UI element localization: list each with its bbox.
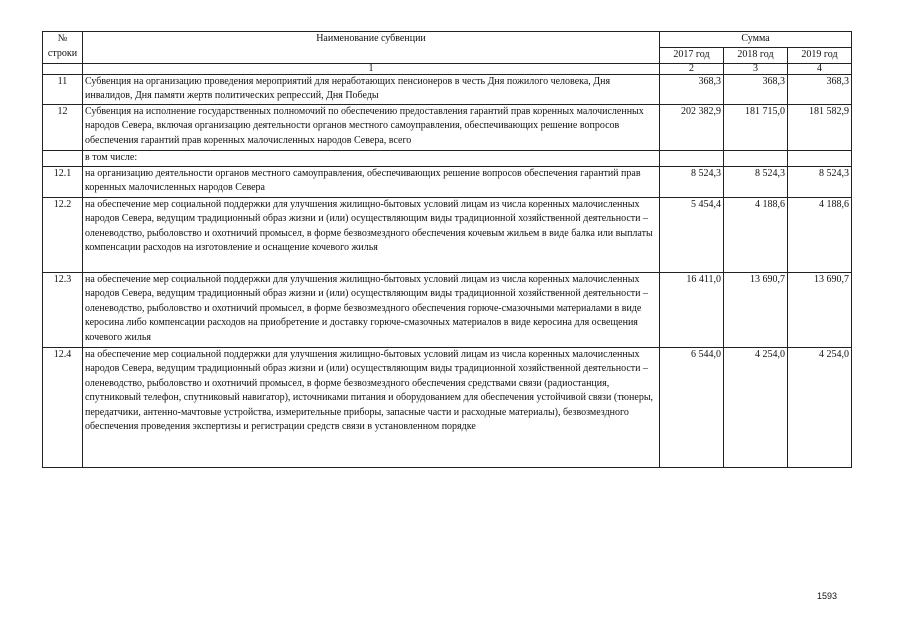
value-2019: 13 690,7 (788, 272, 852, 347)
table-row (43, 347, 852, 467)
sum-header: Сумма (660, 32, 852, 48)
table-row (43, 197, 852, 272)
table-row (43, 272, 852, 347)
value-2017: 5 454,4 (660, 197, 724, 272)
col-number-2: 2 (660, 63, 724, 74)
page-number: 1593 (817, 591, 838, 601)
value-2019: 4 188,6 (788, 197, 852, 272)
row-code (43, 150, 83, 166)
value-2017: 368,3 (660, 74, 724, 104)
row-code: 12.4 (43, 347, 83, 467)
row-code: 12 (43, 104, 83, 150)
row-text: Субвенция на исполнение государственных полномочий по обеспечению предоставления гарантий прав коренных малочисленных народов Севера, включая организацию деятельности органов местного самоуправления, обеспечивающих решение вопросов обеспечения гарантий прав коренных малочисленных народов Севера, всего (83, 104, 660, 150)
row-text: на обеспечение мер социальной поддержки для улучшения жилищно-бытовых условий лицам из числа коренных малочисленных народов Севера, ведущим традиционный образ жизни и (или) осуществляющим виды традиционной хозяйственной деятельности – оленеводство, рыболовство и охотничий промысел, в форме безвозмездного обеспечения кочевым жильем в виде балка или выплаты компенсации расходов на изготовление и оснащение кочевого жилья (83, 197, 660, 272)
row-code: 11 (43, 74, 83, 104)
value-2017: 16 411,0 (660, 272, 724, 347)
value-2017: 6 544,0 (660, 347, 724, 467)
value-2018: 4 254,0 (724, 347, 788, 467)
value-2019: 181 582,9 (788, 104, 852, 150)
num-header: № строки (43, 32, 83, 64)
year-2017-header: 2017 год (660, 47, 724, 63)
value-2018: 4 188,6 (724, 197, 788, 272)
col-num-empty (43, 63, 83, 74)
value-2019: 8 524,3 (788, 166, 852, 197)
name-header: Наименование субвенции (83, 32, 660, 64)
row-text: на организацию деятельности органов местного самоуправления, обеспечивающих решение вопросов обеспечения гарантий прав коренных малочисленных народов Севера (83, 166, 660, 197)
value-2019 (788, 150, 852, 166)
value-2018: 13 690,7 (724, 272, 788, 347)
year-2018-header: 2018 год (724, 47, 788, 63)
subventions-table (42, 31, 852, 468)
value-2019: 368,3 (788, 74, 852, 104)
value-2018: 181 715,0 (724, 104, 788, 150)
col-number-1: 1 (83, 63, 660, 74)
table-row (43, 150, 852, 166)
value-2017: 202 382,9 (660, 104, 724, 150)
col-number-4: 4 (788, 63, 852, 74)
value-2019: 4 254,0 (788, 347, 852, 467)
row-text: на обеспечение мер социальной поддержки для улучшения жилищно-бытовых условий лицам из числа коренных малочисленных народов Севера, ведущим традиционный образ жизни и (или) осуществляющим виды традиционной хозяйственной деятельности – оленеводство, рыболовство и охотничий промысел, в форме безвозмездного обеспечения горюче-смазочными материалами в виде керосина либо компенсации расходов на приобретение и доставку горюче-смазочных материалов в виде керосина для освещения кочевого жилья (83, 272, 660, 347)
row-code: 12.3 (43, 272, 83, 347)
value-2018: 368,3 (724, 74, 788, 104)
value-2017: 8 524,3 (660, 166, 724, 197)
row-code: 12.2 (43, 197, 83, 272)
col-number-3: 3 (724, 63, 788, 74)
year-2019-header: 2019 год (788, 47, 852, 63)
table-row (43, 166, 852, 197)
row-text: в том числе: (83, 150, 660, 166)
row-code: 12.1 (43, 166, 83, 197)
row-text: на обеспечение мер социальной поддержки для улучшения жилищно-бытовых условий лицам из числа коренных малочисленных народов Севера, ведущим традиционный образ жизни и (или) осуществляющим виды традиционной хозяйственной деятельности – оленеводство, рыболовство и охотничий промысел, в форме безвозмездного обеспечения средствами связи (радиостанция, спутниковый телефон, спутниковый навигатор), источниками питания и оборудованием для обеспечения устойчивой связи (тюнеры, передатчики, антенно-мачтовые устройства, измерительные приборы, запасные части и расходные материалы), безвозмездного обеспечения проведения экспертизы и регистрации средств связи в установленном порядке (83, 347, 660, 467)
row-text: Субвенция на организацию проведения мероприятий для неработающих пенсионеров в честь Дня пожилого человека, Дня инвалидов, Дня памяти жертв политических репрессий, Дня Победы (83, 74, 660, 104)
value-2017 (660, 150, 724, 166)
table-row (43, 74, 852, 104)
value-2018: 8 524,3 (724, 166, 788, 197)
value-2018 (724, 150, 788, 166)
table-row (43, 104, 852, 150)
